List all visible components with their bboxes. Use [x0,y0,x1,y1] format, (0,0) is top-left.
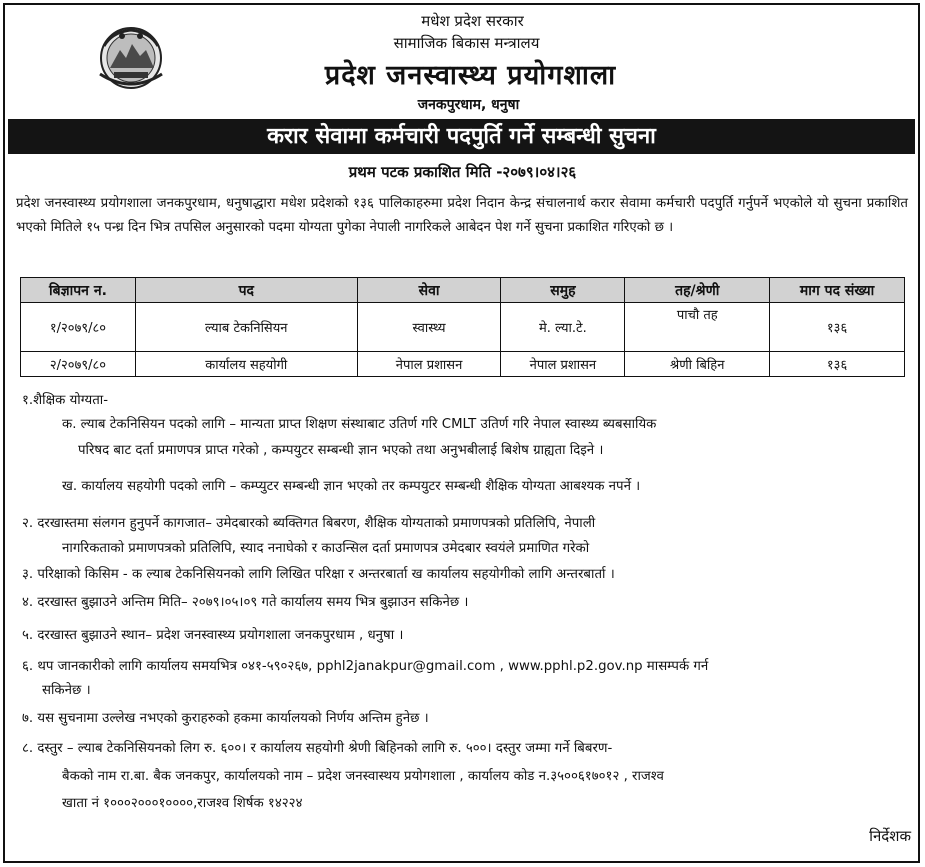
table-cell: श्रेणी बिहिन [625,352,770,377]
office-location: जनकपुरधाम, धनुषा [417,97,520,113]
vacancy-table [20,277,905,377]
clause-5: ५. दरखास्त बुझाउने स्थान– प्रदेश जनस्वास्थ्य प्रयोगशाला जनकपुरधाम , धनुषा । [22,628,404,643]
clause-8-line-2: बैकको नाम रा.बा. बैक जनकपुर, कार्यालयको नाम – प्रदेश जनस्वास्थय प्रयोगशाला , कार्यालय कोड न.३५००६१७०१२ , राजश्व [62,769,664,784]
clause-7: ७. यस सुचनामा उल्लेख नभएको कुराहरुको हकमा कार्यालयको निर्णय अन्तिम हुनेछ । [22,711,429,726]
column-header: पद [135,278,357,303]
table-header-row [21,278,905,303]
table-cell: पाचौ तह [625,303,770,352]
column-header: बिज्ञापन न. [21,278,136,303]
clause-2-line-2: नागरिकताको प्रमाणपत्रको प्रतिलिपि, स्याद ननाघेको र काउन्सिल दर्ता प्रमाणपत्र उमेदबार स्वयंले प्रमाणित गरेको [62,541,590,556]
column-header: माग पद संख्या [770,278,905,303]
table-cell: कार्यालय सहयोगी [135,352,357,377]
table-cell: १३६ [770,352,905,377]
column-header: समुह [501,278,625,303]
clause-2-line-1: २. दरखास्तमा संलगन हुनुपर्ने कागजात– उमेदबारको ब्यक्तिगत बिबरण, शैक्षिक योग्यताको प्रमाणपत्रको प्रतिलिपि, नेपाली [22,516,596,531]
table-cell: १/२०७९/८० [21,303,136,352]
clause-1-title: १.शैक्षिक योग्यता- [22,393,109,408]
ministry-name: सामाजिक बिकास मन्त्रालय [393,34,540,52]
clause-3: ३. परिक्षाको किसिम - क ल्याब टेकनिसियनको लागि लिखित परिक्षा र अन्तरबार्ता ख कार्यालय सहयोगीको लागि अन्तरबार्ता । [22,567,615,582]
clause-8-line-1: ८. दस्तुर – ल्याब टेकनिसियनको लिग रु. ६००। र कार्यालय सहयोगी श्रेणी बिहिनको लागि रु. ५००। दस्तुर जम्मा गर्ने बिबरण- [22,741,613,756]
table-cell: स्वास्थ्य [357,303,501,352]
column-header: सेवा [357,278,501,303]
clause-8-line-3: खाता नं १०००२०००१००००,राजश्व शिर्षक १४२२४ [62,796,303,811]
table-cell: नेपाल प्रशासन [501,352,625,377]
table-cell: २/२०७९/८० [21,352,136,377]
government-name: मधेश प्रदेश सरकार [421,12,524,30]
table-row [21,352,905,377]
office-name: प्रदेश जनस्वास्थ्य प्रयोगशाला [324,60,617,91]
table-row [21,303,905,352]
publish-date: प्रथम पटक प्रकाशित मिति -२०७९।०४।२६ [348,163,577,181]
clause-1a-line-2: परिषद बाट दर्ता प्रमाणपत्र प्राप्त गरेको , कम्पयुटर सम्बन्धी ज्ञान भएको तथा अनुभबीलाई बिशेष ग्राह्यता दिइने । [78,443,604,458]
signatory-title: निर्देशक [869,827,911,845]
table-cell: १३६ [770,303,905,352]
table-cell: नेपाल प्रशासन [357,352,501,377]
table-cell: मे. ल्या.टे. [501,303,625,352]
clause-6-line-2: सकिनेछ । [42,683,91,698]
table-cell: ल्याब टेकनिसियन [135,303,357,352]
notice-title: करार सेवामा कर्मचारी पदपुर्ति गर्ने सम्बन्धी सुचना [8,119,915,154]
clause-4: ४. दरखास्त बुझाउने अन्तिम मिति– २०७९।०५।०९ गते कार्यालय समय भित्र बुझाउन सकिनेछ । [22,595,469,610]
clause-1a-line-1: क. ल्याब टेकनिसियन पदको लागि – मान्यता प्राप्त शिक्षण संस्थाबाट उतिर्ण गरि CMLT उतिर्ण गरि नेपाल स्वास्थ्य ब्यबसायिक [62,417,657,432]
clause-1b: ख. कार्यालय सहयोगी पदको लागि – कम्प्युटर सम्बन्धी ज्ञान भएको तर कम्पयुटर सम्बन्धी शैक्षिक योग्यता आबश्यक नपर्ने । [62,479,641,494]
column-header: तह/श्रेणी [625,278,770,303]
intro-paragraph: प्रदेश जनस्वास्थ्य प्रयोगशाला जनकपुरधाम, धनुषाद्धारा मधेश प्रदेशको १३६ पालिकाहरुमा प्रदेश निदान केन्द्र संचालनार्थ करार सेवामा कर्मचारी पदपुर्ति गर्नुपर्ने भएकोले यो सुचना प्रकाशित भएको मितिले १५ पन्ध्र दिन भित्र तपसिल अनुसारको पदमा योग्यता पुगेका नेपाली नागरिकले आबेदन पेश गर्ने सुचना प्रकाशित गरिएको छ । [16,196,908,235]
clause-6-line-1: ६. थप जानकारीको लागि कार्यालय समयभित्र ०४१-५९०२६७, pphl2janakpur@gmail.com , www.pphl.p2.gov.np मासम्पर्क गर्न [22,659,709,674]
